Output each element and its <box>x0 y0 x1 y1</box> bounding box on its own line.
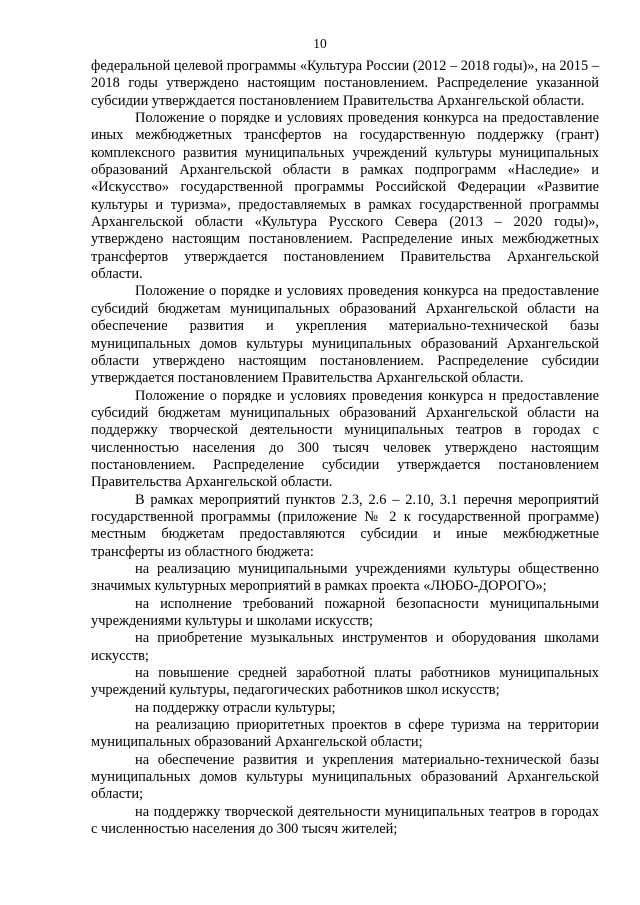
page-number: 10 <box>313 36 327 51</box>
list-item-3: на приобретение музыкальных инструментов и оборудования школами искусств; <box>91 630 599 664</box>
list-item-8: на поддержку творческой деятельности муниципальных театров в городах с численностью населения до 300 тысяч жителей; <box>91 803 599 838</box>
body-text <box>91 58 599 838</box>
list-item-6: на реализацию приоритетных проектов в сфере туризма на территории муниципальных образований Архангельской области; <box>91 717 599 751</box>
paragraph-4: Положение о порядке и условиях проведения конкурса н предоставление субсидий бюджетам муниципальных образований Архангельской области на поддержку творческой деятельности муниципальных театров в городах с численностью населения до 300 тысяч человек утверждено настоящим постановлением. Распределение субсидии утверждается постановлением Правительства Архангельской области. <box>91 387 599 491</box>
list-item-4: на повышение средней заработной платы работников муниципальных учреждений культуры, педагогических работников школ искусств; <box>91 665 599 699</box>
list-item-2: на исполнение требований пожарной безопасности муниципальными учреждениями культуры и школами искусств; <box>91 595 599 629</box>
paragraph-3: Положение о порядке и условиях проведения конкурса на предоставление субсидий бюджетам муниципальных образований Архангельской области на обеспечение развития и укрепления материально-технической базы муниципальных домов культуры муниципальных образований Архангельской области утверждено настоящим постановлением. Распределение субсидии утверждается постановлением Правительства Архангельской области. <box>91 283 599 387</box>
paragraph-2: Положение о порядке и условиях проведения конкурса на предоставление иных межбюджетных трансфертов на государственную поддержку (грант) комплексного развития муниципальных учреждений культуры муниципальных образований Архангельской области в рамках подпрограмм «Наследие» и «Искусство» государственной программы Российской Федерации «Развитие культуры и туризма», предоставляемых в рамках государственной программы Архангельской области «Культура Русского Севера (2013 – 2020 годы)», утверждено настоящим постановлением. Распределение иных межбюджетных трансфертов утверждается постановлением Правительства Архангельской области. <box>91 110 599 283</box>
list-item-5: на поддержку отрасли культуры; <box>135 699 336 716</box>
paragraph-1: федеральной целевой программы «Культура России (2012 – 2018 годы)», на 2015 – 2018 годы утверждено настоящим постановлением. Распределение указанной субсидии утверждается постановлением Правительства Архангельской области. <box>91 58 599 109</box>
list-item-7: на обеспечение развития и укрепления материально-технической базы муниципальных домов культуры муниципальных образований Архангельской области; <box>91 751 599 803</box>
paragraph-5: В рамках мероприятий пунктов 2.3, 2.6 – 2.10, 3.1 перечня мероприятий государственной программы (приложение № 2 к государственной программе) местным бюджетам предоставляются субсидии и иные межбюджетные трансферты из областного бюджета: <box>91 491 599 560</box>
list-item-1: на реализацию муниципальными учреждениями культуры общественно значимых культурных мероприятий в рамках проекта «ЛЮБО-ДОРОГО»; <box>91 560 599 595</box>
